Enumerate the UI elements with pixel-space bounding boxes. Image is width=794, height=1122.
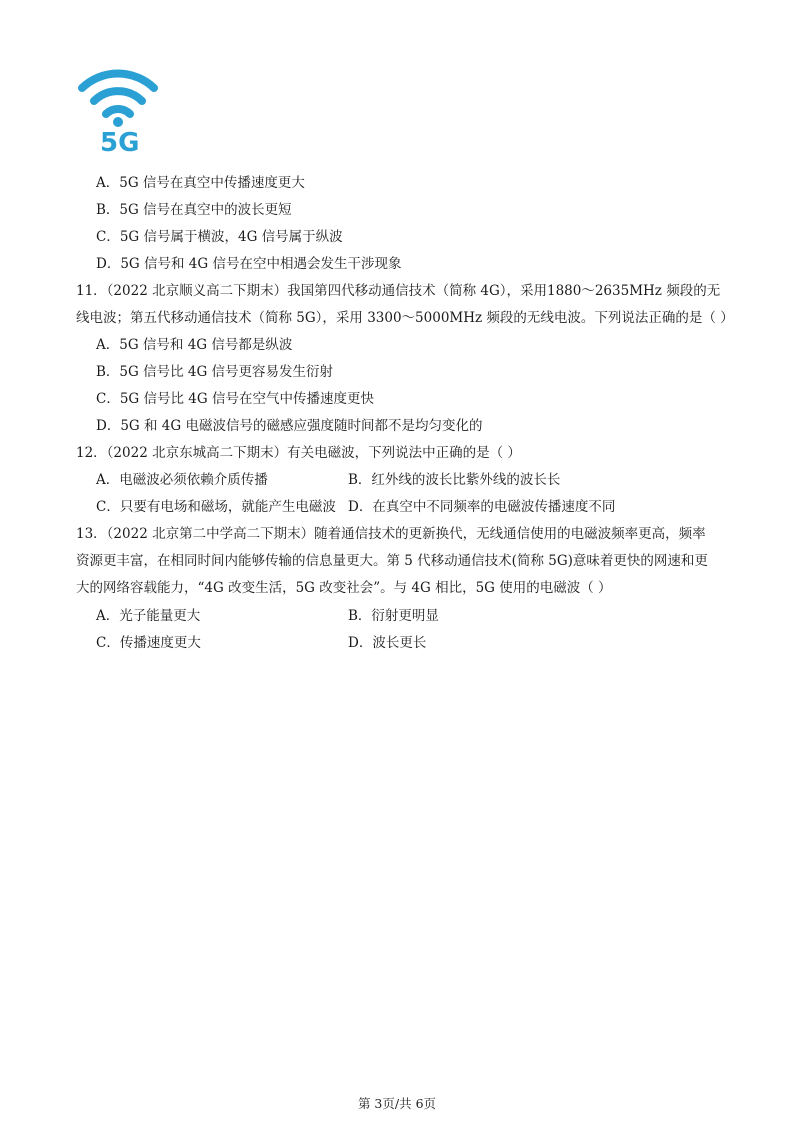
q12-option-c: C．只要有电场和磁场，就能产生电磁波 [96,499,336,515]
q13-stem-line1: 13．（2022 北京第二中学高二下期末）随着通信技术的更新换代，无线通信使用的电磁波频率更高，频率 [76,526,706,542]
q11-option-a: A．5G 信号和 4G 信号都是纵波 [96,337,293,353]
q11-option-c: C．5G 信号比 4G 信号在空气中传播速度更快 [96,391,374,407]
q13-option-a: A．光子能量更大 [96,608,201,624]
q11-stem-line2: 线电波；第五代移动通信技术（简称 5G），采用 3300～5000MHz 频段的无线电波。下列说法正确的是（ ） [76,310,734,326]
q11-option-d: D．5G 和 4G 电磁波信号的磁感应强度随时间都不是均匀变化的 [96,418,483,434]
q10-option-d: D．5G 信号和 4G 信号在空中相遇会发生干涉现象 [96,256,402,272]
page-footer: 第 3页/共 6页 [357,1096,437,1111]
q12-option-b: B．红外线的波长比紫外线的波长长 [348,472,561,488]
q13-option-c: C．传播速度更大 [96,635,201,651]
q11-option-b: B．5G 信号比 4G 信号更容易发生衍射 [96,364,334,380]
wifi-signal-icon [76,64,160,128]
q13-stem-line2: 资源更丰富，在相同时间内能够传输的信息量更大。第 5 代移动通信技术(简称 5G)意味着更快的网速和更 [76,553,708,569]
q13-option-d: D．波长更长 [348,635,427,651]
q13-option-b: B．衍射更明显 [348,608,439,624]
logo-5g-text: 5G [100,128,140,158]
q11-stem-line1: 11．（2022 北京顺义高二下期末）我国第四代移动通信技术（简称 4G），采用1880～2635MHz 频段的无 [76,283,721,299]
q12-option-d: D．在真空中不同频率的电磁波传播速度不同 [348,499,616,515]
q12-stem: 12．（2022 北京东城高二下期末）有关电磁波，下列说法中正确的是（ ） [76,445,521,461]
q12-option-a: A．电磁波必须依赖介质传播 [96,472,268,488]
q13-stem-line3: 大的网络容载能力，“4G 改变生活，5G 改变社会”。与 4G 相比，5G 使用的电磁波（ ） [76,580,612,596]
q10-option-a: A．5G 信号在真空中传播速度更大 [96,175,305,191]
q10-option-b: B．5G 信号在真空中的波长更短 [96,202,292,218]
q10-option-c: C．5G 信号属于横波，4G 信号属于纵波 [96,229,343,245]
5g-logo [76,64,160,160]
